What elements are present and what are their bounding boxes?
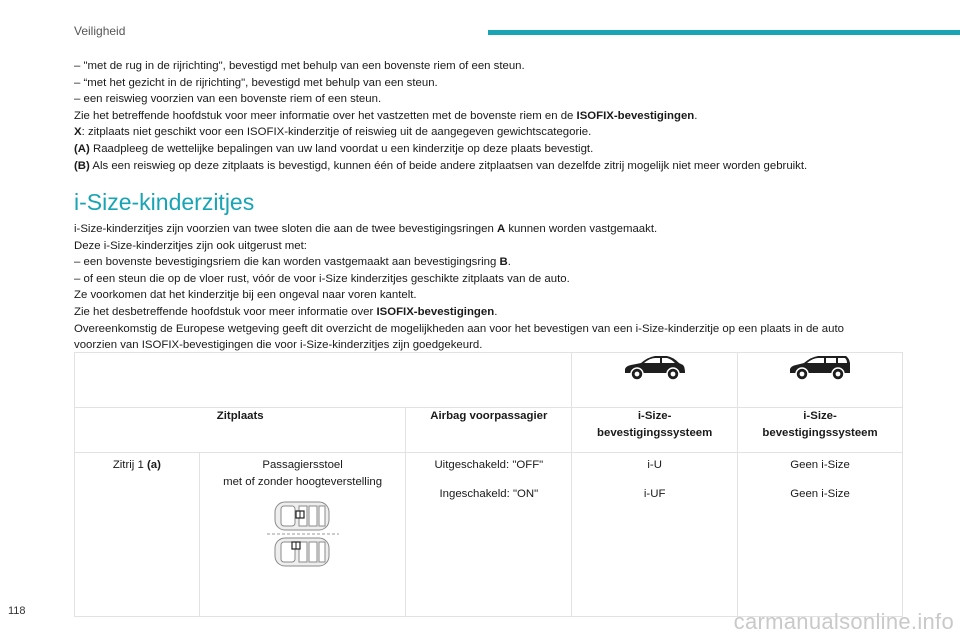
estate-car-icon (738, 353, 903, 408)
body-line: Overeenkomstig de Europese wetgeving geeft dit overzicht de mogelijkheden aan voor het bevestigen van een i-Size-kinderzitje op een plaats in de auto (74, 322, 844, 335)
intro-line: – "met de rug in de rijrichting", bevestigd met behulp van een bovenste riem of een steun. (74, 60, 525, 72)
row-label: Zitrij 1 (a) (75, 453, 200, 617)
seat-description (199, 453, 406, 617)
seat-position-diagram-icon (265, 499, 341, 569)
isize-value: i-U (572, 453, 738, 483)
body-line: voorzien van ISOFIX-bevestigingen die voor i-Size-kinderzitjes zijn goedgekeurd. (74, 339, 483, 352)
isize-table (74, 352, 903, 617)
vehicle-icon-row (75, 353, 903, 408)
hatchback-car-icon (572, 353, 738, 408)
legend-b: (B) Als een reiswieg op deze zitplaats is bevestigd, kunnen één of beide andere zitplaatsen van dezelfde zitrij mogelijk niet meer worden gebruikt. (74, 159, 808, 172)
airbag-off: Uitgeschakeld: "OFF" (406, 453, 572, 483)
isize-value: Geen i-Size (738, 453, 903, 483)
section-body (74, 221, 844, 354)
body-line: Deze i-Size-kinderzitjes zijn ook uitgerust met: (74, 239, 307, 252)
intro-line: Zie het betreffende hoofdstuk voor meer informatie over het vastzetten met de bovenste riem en de ISOFIX-bevestigingen. (74, 109, 698, 122)
watermark: carmanualsonline.info (733, 609, 954, 634)
col-header-airbag: Airbag voorpassagier (406, 408, 572, 453)
intro-line: – een reiswieg voorzien van een bovenste riem of een steun. (74, 93, 382, 106)
intro-text (74, 58, 807, 174)
table-row (75, 453, 903, 483)
col-header-seat: Zitplaats (75, 408, 406, 453)
page-number: 118 (8, 605, 26, 617)
seat-name: Passagiersstoel (262, 459, 343, 471)
table-header-row (75, 408, 903, 453)
legend-a: (A) Raadpleeg de wettelijke bepalingen van uw land voordat u een kinderzitje op deze plaats bevestigt. (74, 142, 594, 155)
body-line: Ze voorkomen dat het kinderzitje bij een ongeval naar voren kantelt. (74, 289, 417, 302)
body-line: – of een steun die op de vloer rust, vóór de voor i-Size kinderzitjes geschikte zitplaats van de auto. (74, 272, 570, 285)
intro-line: – “met het gezicht in de rijrichting", bevestigd met behulp van een steun. (74, 76, 438, 89)
seat-adjust: met of zonder hoogteverstelling (223, 476, 383, 488)
col-header-isize-2: i-Size- bevestigingssysteem (738, 408, 903, 453)
section-title: i-Size-kinderzitjes (74, 189, 255, 215)
running-header: Veiligheid (74, 24, 126, 38)
body-line: – een bovenste bevestigingsriem die kan worden vastgemaakt aan bevestigingsring B. (74, 256, 511, 269)
bold-term: ISOFIX-bevestigingen (576, 109, 695, 122)
body-line: Zie het desbetreffende hoofdstuk voor meer informatie over ISOFIX-bevestigingen. (74, 305, 498, 318)
isize-value: i-UF (572, 482, 738, 617)
isize-value: Geen i-Size (738, 482, 903, 617)
airbag-on: Ingeschakeld: "ON" (406, 482, 572, 617)
legend-x: X: zitplaats niet geschikt voor een ISOFIX-kinderzitje of reiswieg uit de aangegeven gewichtscategorie. (74, 126, 592, 139)
col-header-isize-1: i-Size- bevestigingssysteem (572, 408, 738, 453)
body-line: i-Size-kinderzitjes zijn voorzien van twee sloten die aan de twee bevestigingsringen A kunnen worden vastgemaakt. (74, 223, 658, 235)
header-accent-bar (488, 30, 960, 35)
